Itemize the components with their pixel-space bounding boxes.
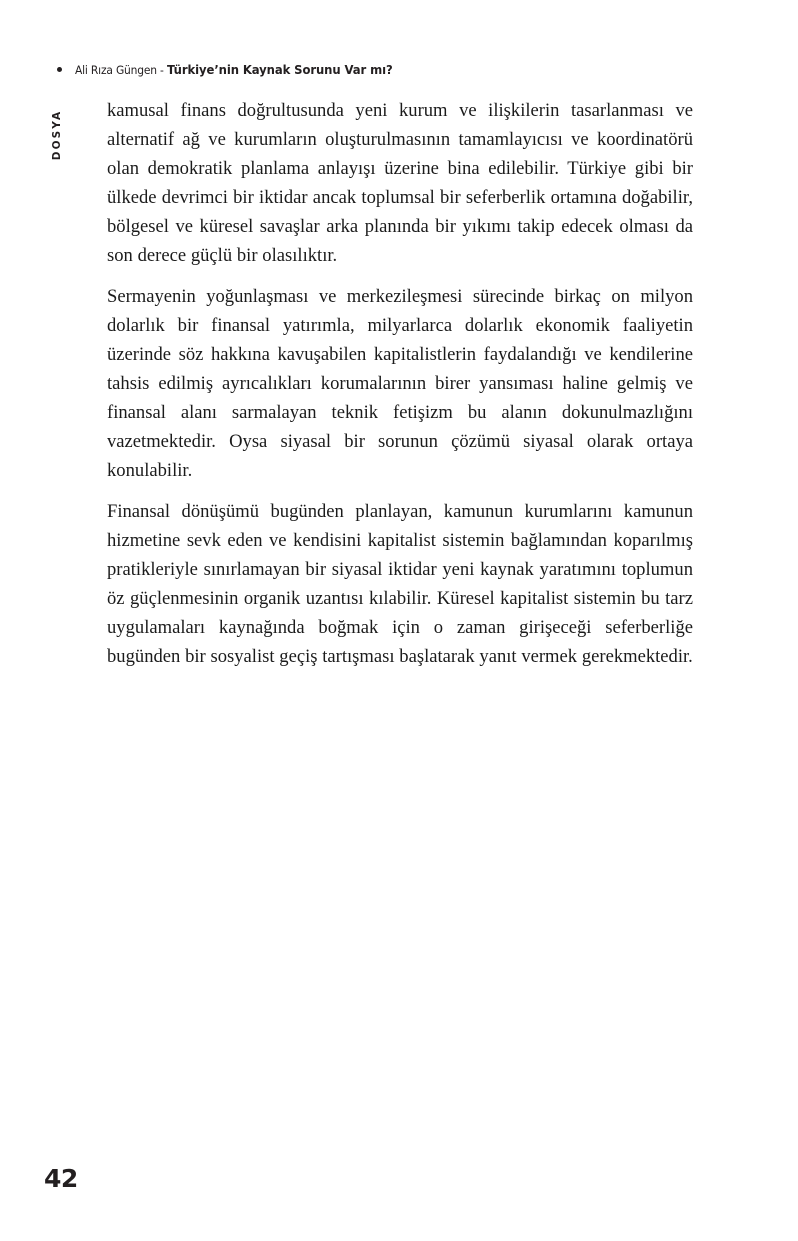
running-header-author: Ali Rıza Güngen [75, 63, 157, 77]
page-number: 42 [44, 1164, 78, 1193]
paragraph: kamusal finans doğrultusunda yeni kurum ve ilişkilerin tasarlanması ve alternatif ağ ve kurumların oluşturulmasının tamamlayıcısı ve koordinatörü olan demokratik planlama anlayışı üzerine bina edilebilir. Türkiye gibi bir ülkede devrimci bir iktidar ancak toplumsal bir seferberlik ortamına doğabilir, bölgesel ve küresel savaşlar arka planında bir yıkımı takip edecek olması da son derece güçlü bir olasılıktır. [107, 100, 693, 266]
running-header-separator: - [156, 63, 167, 77]
running-header-text [75, 62, 393, 77]
running-header-title: Türkiye’nin Kaynak Sorunu Var mı? [166, 62, 393, 77]
running-header [57, 62, 417, 77]
section-tab-label: DOSYA [51, 109, 63, 161]
bullet-icon [57, 67, 62, 72]
paragraph: Sermayenin yoğunlaşması ve merkezileşmesi sürecinde birkaç on milyon dolarlık bir finansal yatırımla, milyarlarca dolarlık ekonomik faaliyetin üzerinde söz hakkına kavuşabilen kapitalistlerin faydalandığı ve kendilerine tahsis edilmiş ayrıcalıkları korumalarının birer yansıması haline gelmiş ve finansal alanı sarmalayan teknik fetişizm bu alanın dokunulmazlığını vazetmektedir. Oysa siyasal bir sorunun çözümü siyasal olarak ortaya konulabilir. [107, 286, 693, 481]
paragraph: Finansal dönüşümü bugünden planlayan, kamunun kurumlarını kamunun hizmetine sevk eden ve kendisini kapitalist sistemin bağlamından koparılmış pratikleriyle sınırlamayan bir siyasal iktidar yeni kaynak yaratımını toplumun öz güçlenmesinin organik uzantısı kılabilir. Küresel kapitalist sistemin bu tarz uygulamaları kaynağında boğmak için o zaman girişeceği seferberliğe bugünden bir sosyalist geçiş tartışması başlatarak yanıt vermek gerekmektedir. [107, 501, 693, 667]
body-text-column [107, 96, 693, 671]
section-tab [46, 98, 68, 172]
